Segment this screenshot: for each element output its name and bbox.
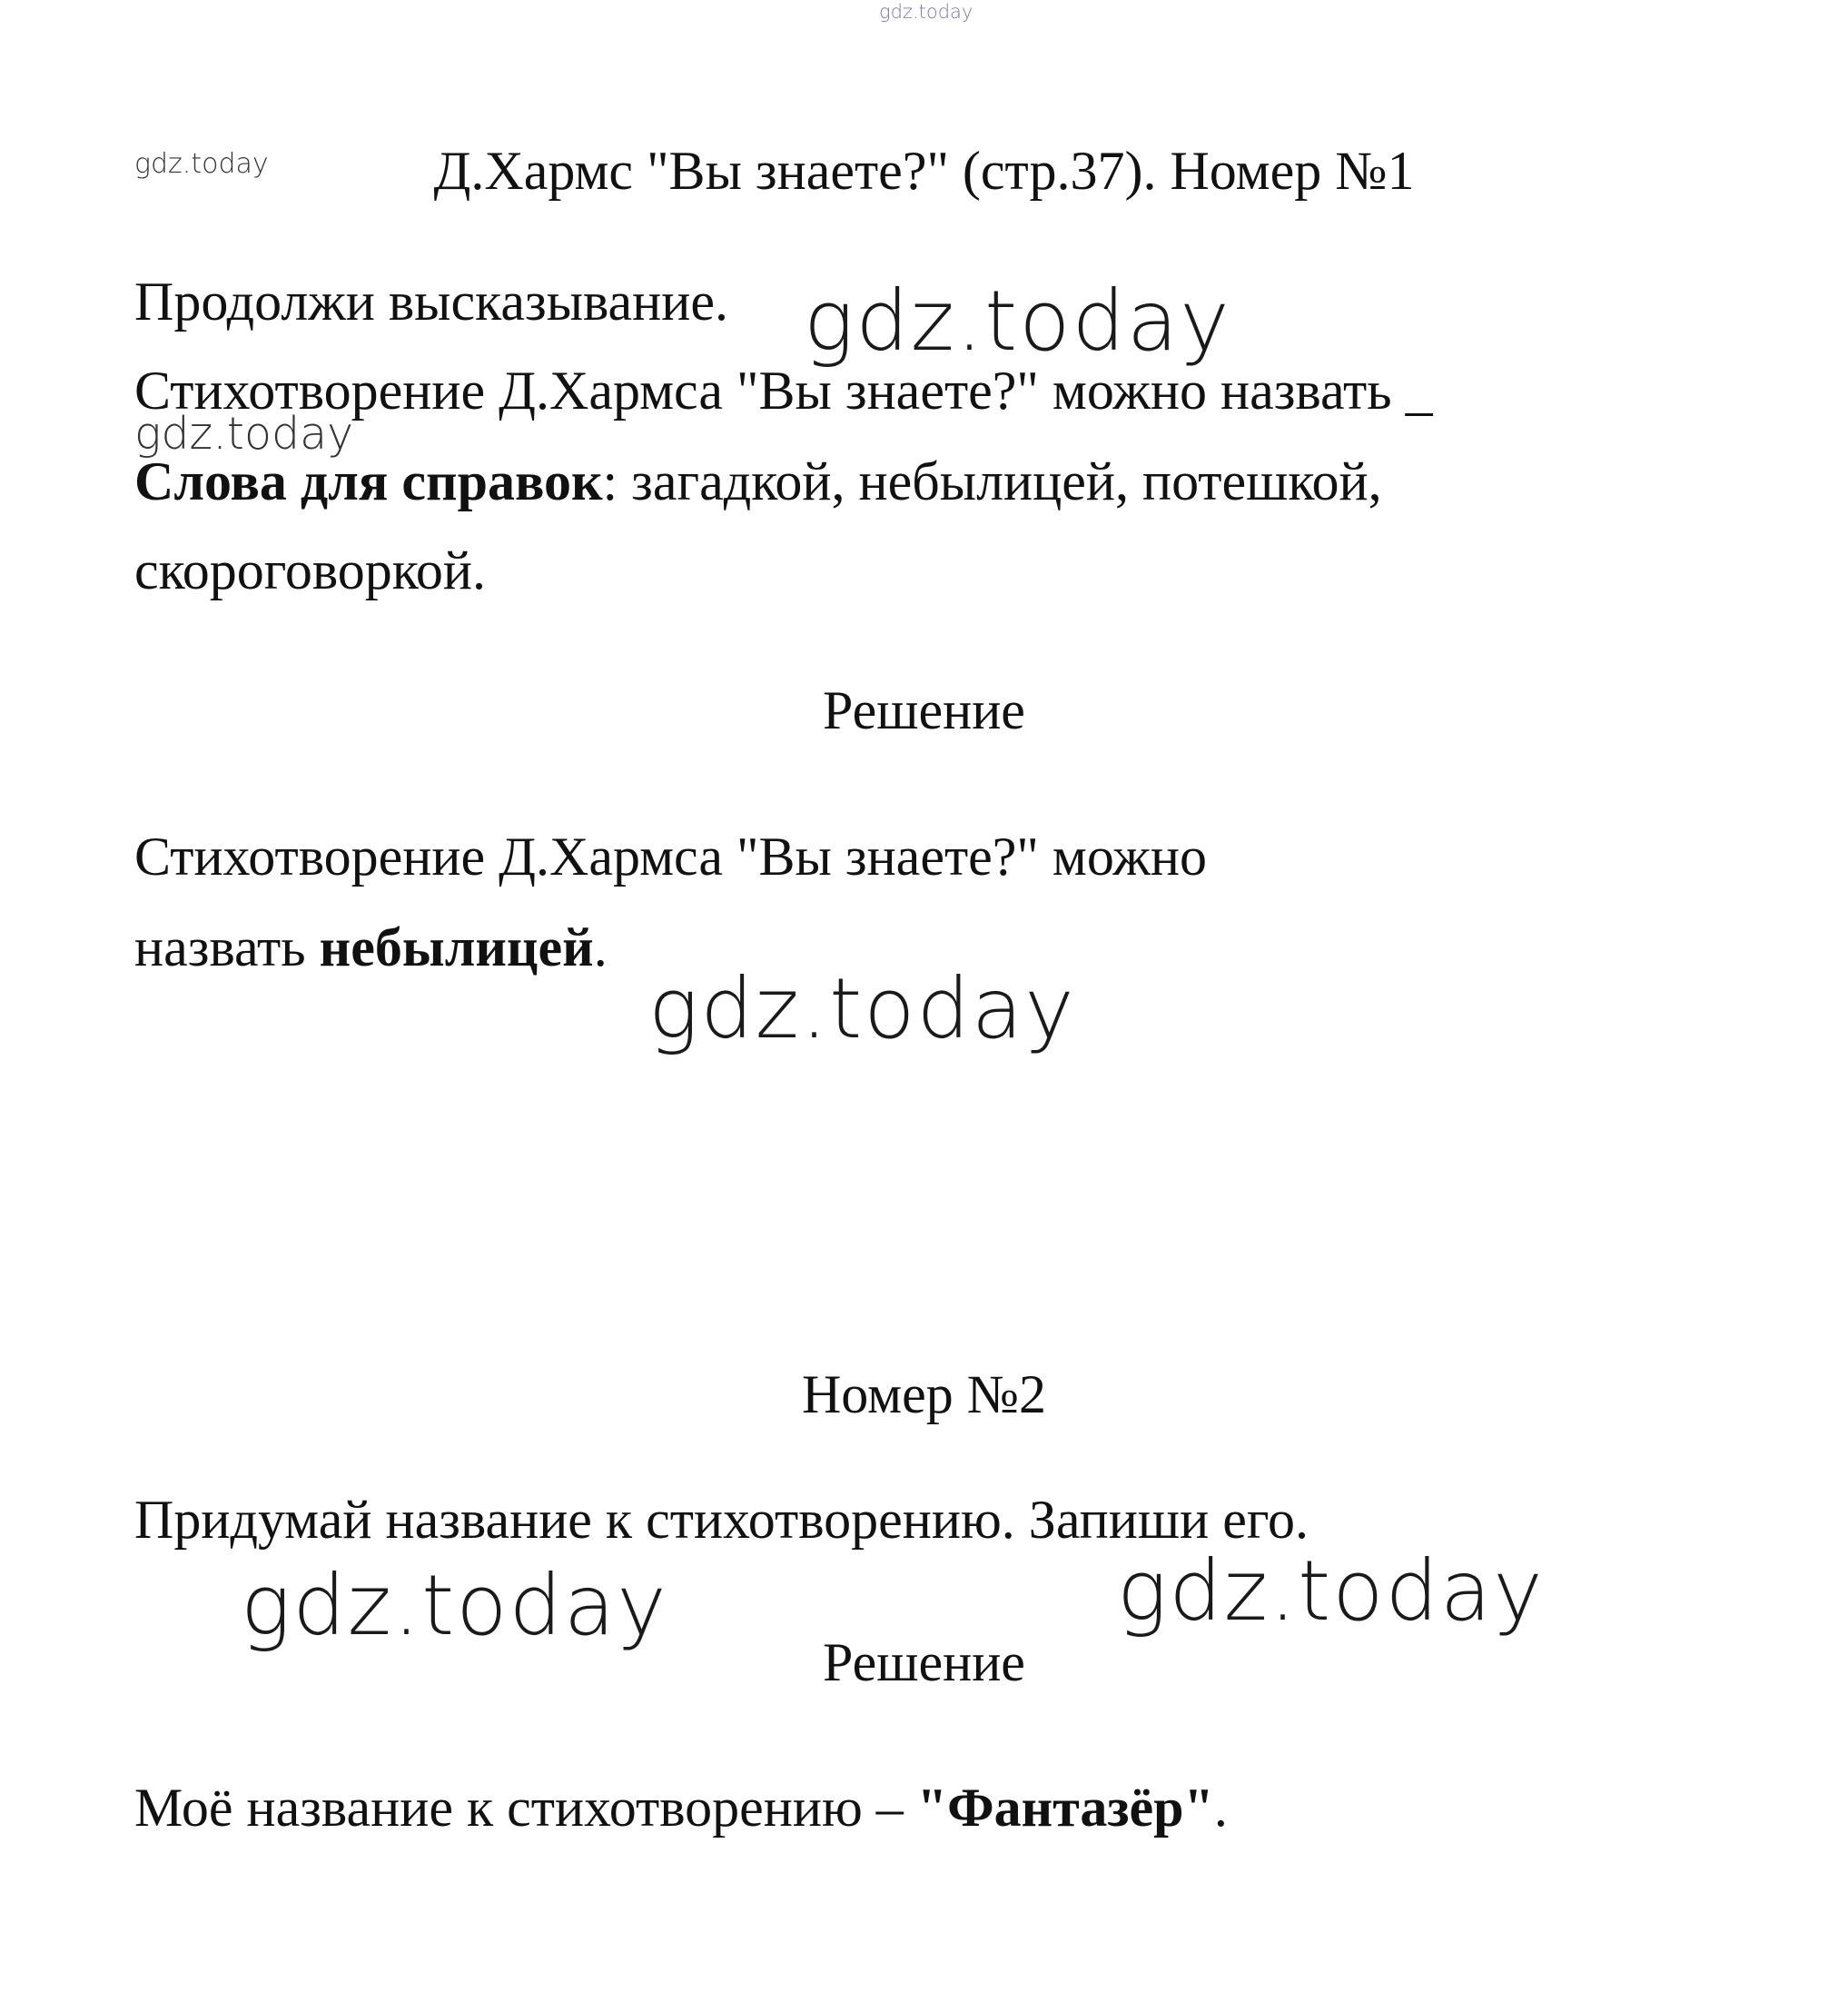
solution2-suffix: . — [1213, 1778, 1228, 1838]
solution1-line2 — [134, 917, 608, 977]
page-title: Д.Хармс "Вы знаете?" (стр.37). Номер №1 — [433, 141, 1415, 201]
solution1-heading: Решение — [823, 680, 1025, 740]
solution1-prefix: назвать — [134, 917, 320, 977]
solution2-prefix: Моё название к стихотворению – — [134, 1778, 917, 1838]
solution1-answer: небылицей — [319, 917, 594, 977]
task2-number: Номер №2 — [801, 1364, 1047, 1424]
task1-prompt: Стихотворение Д.Хармса "Вы знаете?" можно назвать _ — [134, 361, 1433, 421]
task1-instruction: Продолжи высказывание. — [134, 272, 729, 332]
solution1-suffix: . — [593, 917, 608, 977]
solution1-line1: Стихотворение Д.Хармса "Вы знаете?" можно — [134, 827, 1207, 887]
watermark-large: gdz.today — [1117, 1542, 1545, 1640]
watermark-small: gdz.today — [134, 148, 269, 180]
solution2-answer: "Фантазёр" — [916, 1778, 1214, 1838]
watermark-small: gdz.today — [134, 408, 354, 460]
watermark-top: gdz.today — [879, 1, 973, 23]
solution2-answer-line — [134, 1778, 1228, 1838]
hint-words: : загадкой, небылицей, потешкой, — [602, 451, 1382, 511]
task2-instruction: Придумай название к стихотворению. Запиши его. — [134, 1490, 1309, 1550]
watermark-large: gdz.today — [648, 960, 1076, 1057]
solution2-heading: Решение — [823, 1632, 1025, 1692]
task1-hint-continued: скороговоркой. — [134, 540, 486, 600]
hint-label: Слова для справок — [134, 451, 603, 511]
watermark-large: gdz.today — [241, 1557, 668, 1654]
task1-hint — [134, 451, 1382, 511]
watermark-large: gdz.today — [804, 273, 1231, 370]
